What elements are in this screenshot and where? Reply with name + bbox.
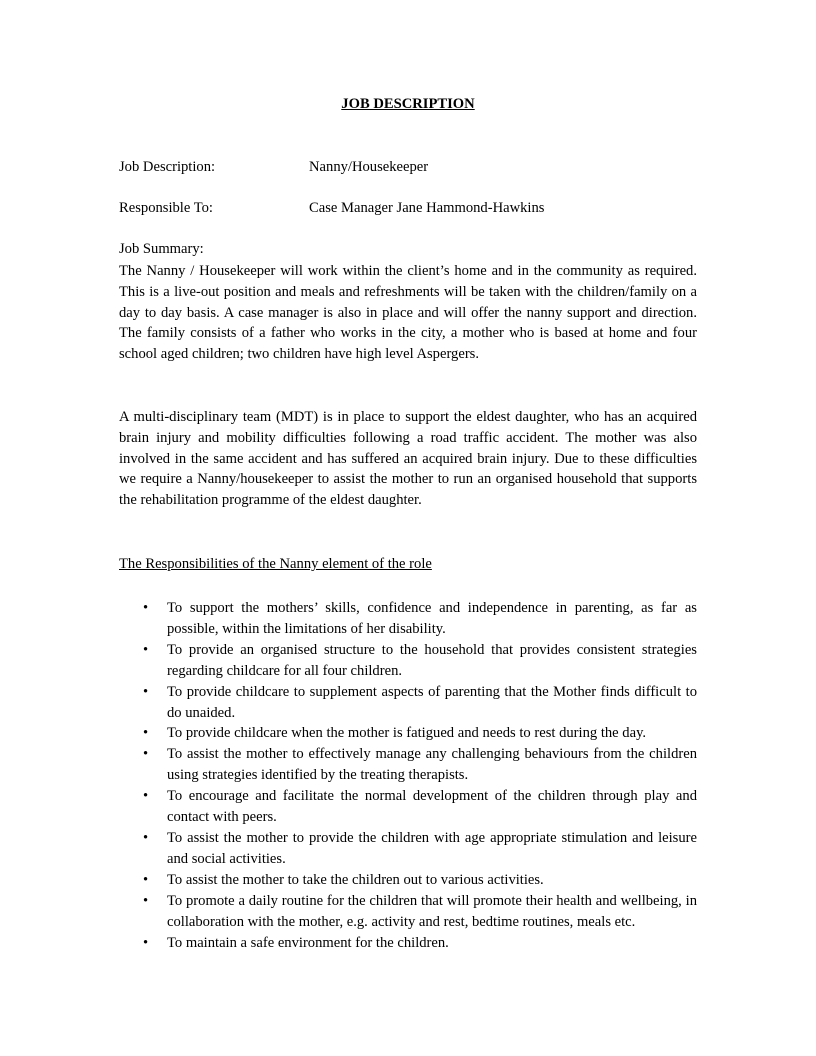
list-item-text: To support the mothers’ skills, confidence and independence in parenting, as far as possible, within the limitations of her disability.: [167, 600, 697, 637]
bullet-icon: •: [143, 600, 149, 616]
list-item: [119, 891, 697, 933]
list-item: [119, 828, 697, 870]
list-item-text: To assist the mother to effectively manage any challenging behaviours from the children using strategies identified by the treating therapists.: [167, 746, 697, 784]
job-description-value: Nanny/Housekeeper: [309, 159, 429, 175]
bullet-icon: •: [143, 641, 149, 658]
list-item-text: To promote a daily routine for the children that will promote their health and wellbeing, in collaboration with the mother, e.g. activity and rest, bedtime routines, meals etc.: [167, 892, 697, 930]
bullet-icon: •: [143, 683, 149, 700]
bullet-icon: •: [143, 871, 149, 888]
document-title: JOB DESCRIPTION: [341, 96, 475, 112]
list-item: [119, 786, 697, 828]
list-item-text: To provide an organised structure to the household that provides consistent strategies regarding childcare for all four children.: [167, 641, 697, 679]
bullet-icon: •: [143, 892, 149, 909]
job-description-row: [119, 157, 428, 177]
list-item: [119, 640, 697, 682]
list-item-text: To provide childcare to supplement aspects of parenting that the Mother finds difficult to do unaided.: [167, 683, 697, 721]
bullet-icon: •: [143, 725, 149, 742]
job-description-label: Job Description:: [119, 159, 216, 175]
list-item: [119, 682, 697, 724]
responsible-to-value: Case Manager Jane Hammond-Hawkins: [309, 200, 545, 216]
list-item: [119, 933, 697, 954]
list-item-text: To assist the mother to provide the children with age appropriate stimulation and leisure and social activities.: [167, 829, 697, 867]
list-item: [119, 870, 697, 891]
list-item: [119, 598, 697, 640]
responsibilities-heading: The Responsibilities of the Nanny element of the role: [119, 556, 432, 572]
list-item-text: To encourage and facilitate the normal development of the children through play and contact with peers.: [167, 788, 697, 826]
bullet-icon: •: [143, 829, 149, 846]
list-item-text: To provide childcare when the mother is fatigued and needs to rest during the day.: [167, 725, 647, 742]
summary-paragraph-2: A multi-disciplinary team (MDT) is in place to support the eldest daughter, who has an acquired brain injury and mobility difficulties following a road traffic accident. The mother was also involved in the same accident and has suffered an acquired brain injury. Due to these difficulties we require a Nanny/housekeeper to assist the mother to run an organised household that supports the rehabilitation programme of the eldest daughter.: [119, 409, 697, 509]
bullet-icon: •: [143, 934, 149, 951]
job-summary-label: Job Summary:: [119, 241, 204, 257]
list-item: [119, 723, 697, 744]
bullet-icon: •: [143, 788, 149, 805]
bullet-icon: •: [143, 746, 149, 763]
summary-paragraph-1: The Nanny / Housekeeper will work within the client’s home and in the community as required. This is a live-out position and meals and refreshments will be taken with the children/family on a day to day basis. A case manager is also in place and will offer the nanny support and direction. The family consists of a father who works in the city, a mother who is based at home and four school aged children; two children have high level Aspergers.: [119, 263, 697, 363]
list-item-text: To assist the mother to take the children out to various activities.: [167, 871, 544, 888]
responsible-to-row: [119, 198, 544, 218]
responsibilities-list: [119, 598, 697, 953]
list-item: [119, 744, 697, 786]
responsible-to-label: Responsible To:: [119, 200, 213, 216]
list-item-text: To maintain a safe environment for the children.: [167, 934, 449, 951]
